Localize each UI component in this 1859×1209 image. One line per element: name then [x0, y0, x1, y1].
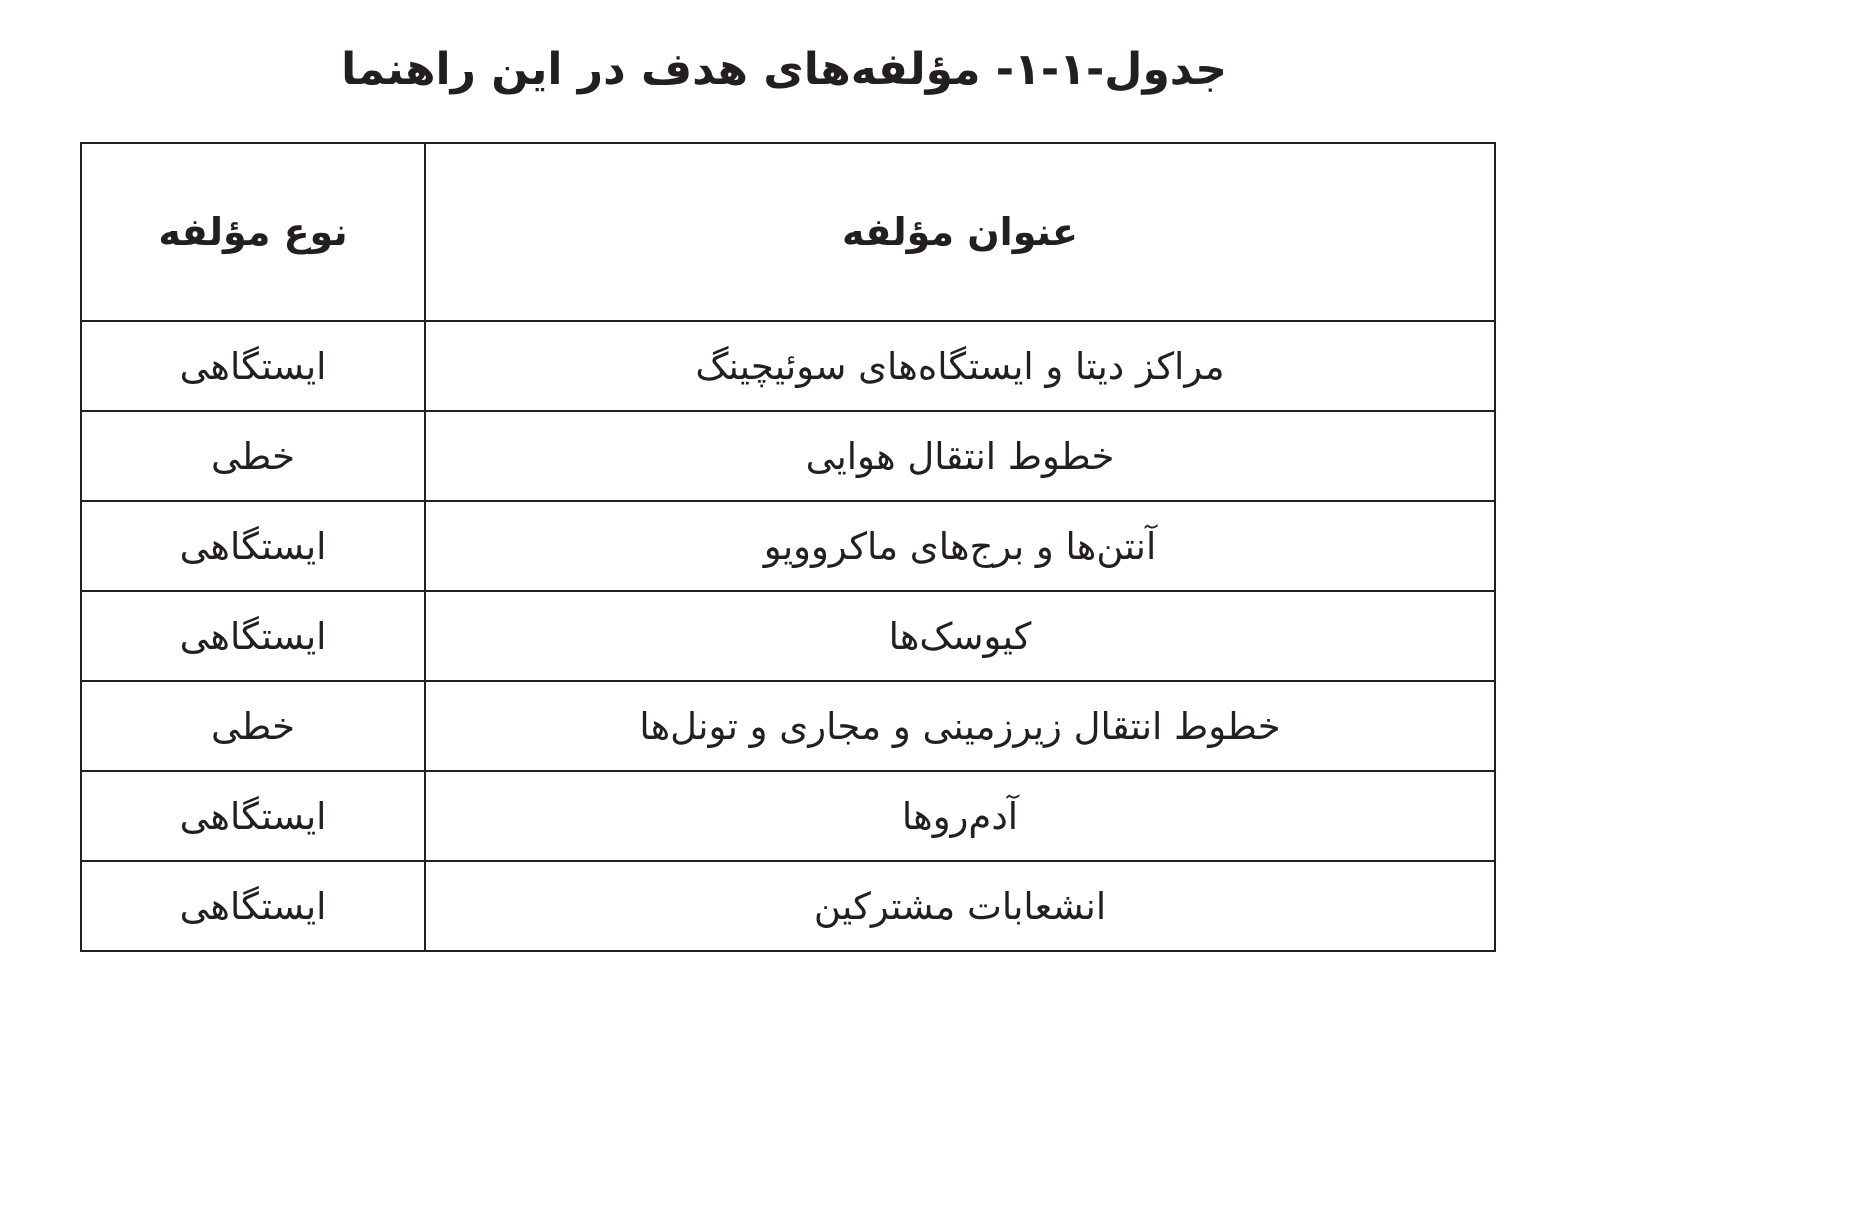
table-row [81, 321, 1495, 411]
table-row [81, 681, 1495, 771]
component-type-cell: ایستگاهی [81, 771, 425, 861]
component-title-cell: مراکز دیتا و ایستگاه‌های سوئیچینگ [425, 321, 1495, 411]
component-type-cell: خطی [81, 681, 425, 771]
component-title-cell: خطوط انتقال زیرزمینی و مجاری و تونل‌ها [425, 681, 1495, 771]
component-title-cell: کیوسک‌ها [425, 591, 1495, 681]
table-header-row [81, 143, 1495, 321]
component-type-cell: ایستگاهی [81, 321, 425, 411]
component-title-cell: خطوط انتقال هوایی [425, 411, 1495, 501]
component-type-cell: ایستگاهی [81, 501, 425, 591]
header-component-type: نوع مؤلفه [81, 143, 425, 321]
table-row [81, 411, 1495, 501]
components-table [80, 142, 1496, 952]
component-type-cell: ایستگاهی [81, 591, 425, 681]
component-title-cell: آنتن‌ها و برج‌های ماکروویو [425, 501, 1495, 591]
component-type-cell: خطی [81, 411, 425, 501]
header-component-title: عنوان مؤلفه [425, 143, 1495, 321]
table-row [81, 501, 1495, 591]
table-row [81, 591, 1495, 681]
component-title-cell: انشعابات مشترکین [425, 861, 1495, 951]
table-row [81, 771, 1495, 861]
page-title: جدول-۱-۱- مؤلفه‌های هدف در این راهنما [341, 44, 1227, 95]
component-title-cell: آدم‌روها [425, 771, 1495, 861]
component-type-cell: ایستگاهی [81, 861, 425, 951]
table-row [81, 861, 1495, 951]
